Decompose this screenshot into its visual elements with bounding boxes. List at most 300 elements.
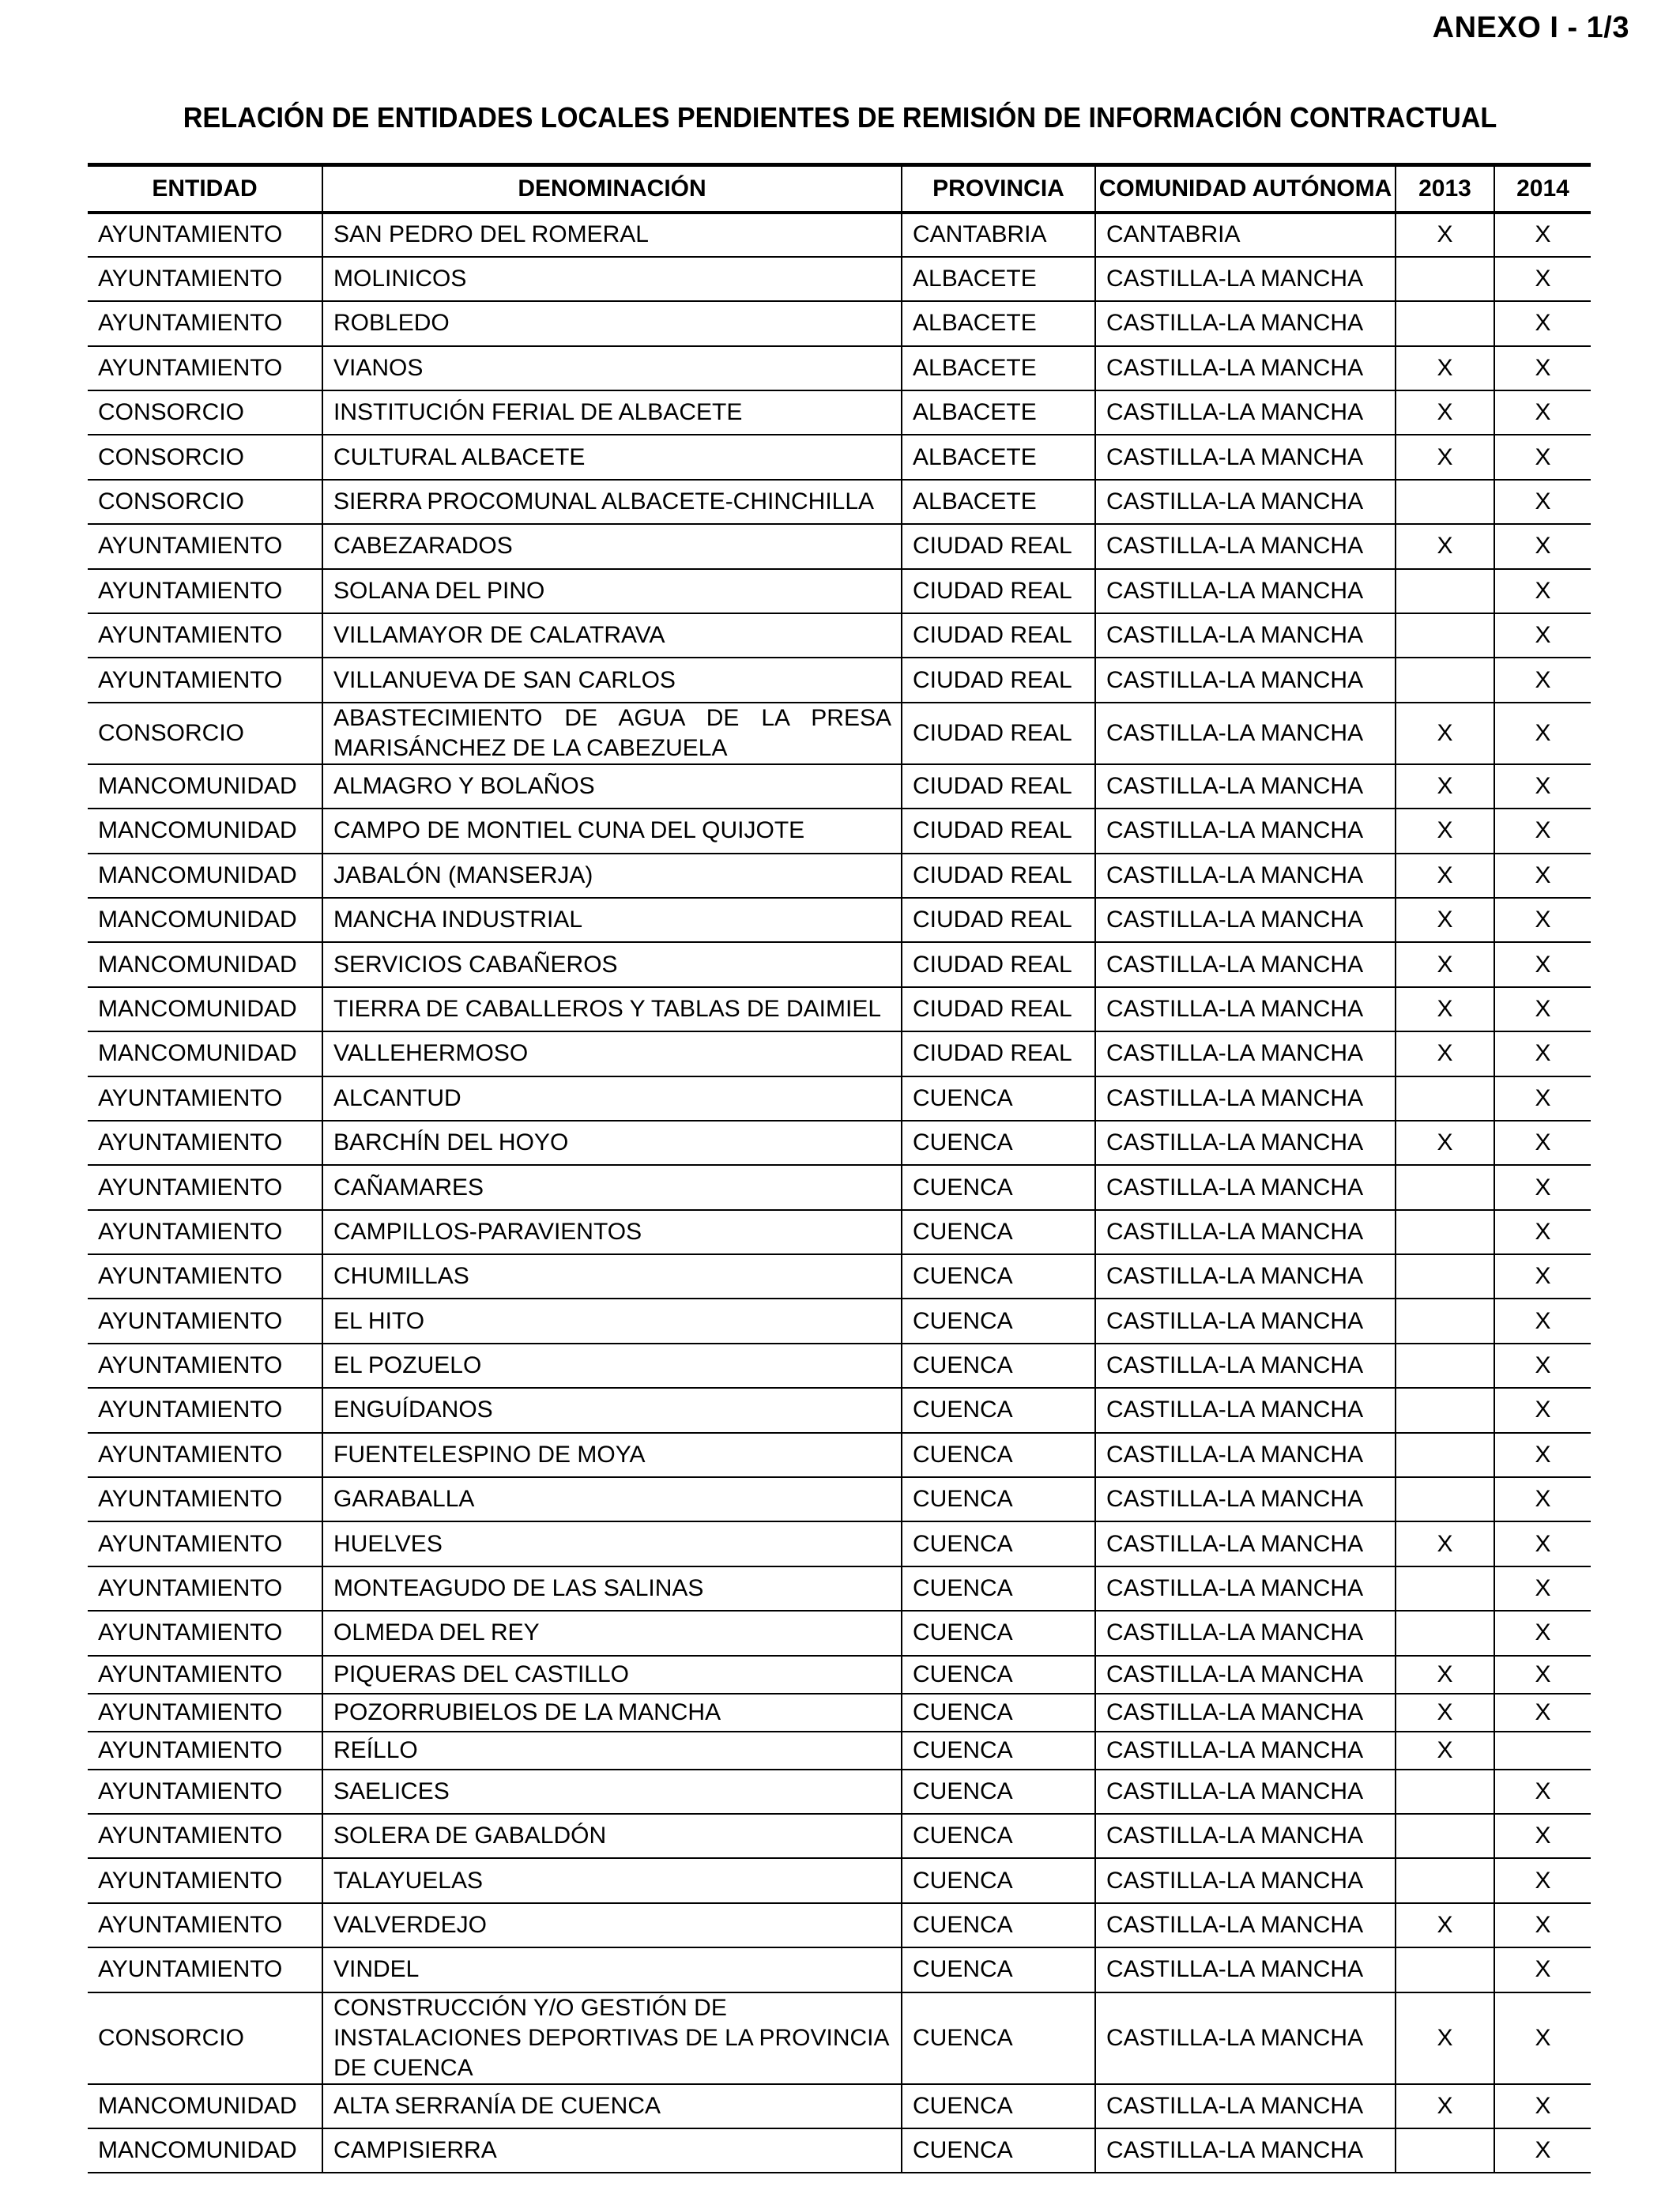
table-row [88,1992,1591,2084]
cell-provincia: CUENCA [902,1566,1095,1611]
table-row [88,1165,1591,1209]
cell-provincia: CUENCA [902,1947,1095,1992]
cell-2014: X [1494,1992,1591,2084]
table-row [88,1121,1591,1165]
cell-comunidad: CASTILLA-LA MANCHA [1095,1566,1396,1611]
cell-2014: X [1494,480,1591,524]
cell-provincia: CUENCA [902,1611,1095,1655]
cell-comunidad: CASTILLA-LA MANCHA [1095,1611,1396,1655]
cell-denominacion: PIQUERAS DEL CASTILLO [322,1656,902,1694]
cell-2014: X [1494,854,1591,898]
cell-comunidad: CASTILLA-LA MANCHA [1095,658,1396,702]
cell-2014: X [1494,1477,1591,1521]
cell-2013 [1396,480,1494,524]
cell-2013 [1396,1388,1494,1432]
column-header-entidad: ENTIDAD [88,165,322,213]
cell-comunidad: CASTILLA-LA MANCHA [1095,1477,1396,1521]
cell-denominacion: ROBLEDO [322,301,902,345]
table-row [88,1433,1591,1477]
table-row [88,987,1591,1031]
table-row [88,390,1591,435]
column-header-2013: 2013 [1396,165,1494,213]
cell-2013 [1396,1477,1494,1521]
table-row [88,1694,1591,1732]
cell-comunidad: CASTILLA-LA MANCHA [1095,1656,1396,1694]
cell-denominacion: SAELICES [322,1770,902,1814]
cell-entidad: AYUNTAMIENTO [88,1121,322,1165]
cell-entidad: MANCOMUNIDAD [88,2128,322,2173]
cell-provincia: ALBACETE [902,390,1095,435]
cell-denominacion: CABEZARADOS [322,524,902,568]
cell-denominacion: ALTA SERRANÍA DE CUENCA [322,2084,902,2128]
cell-comunidad: CASTILLA-LA MANCHA [1095,764,1396,809]
cell-denominacion: VALVERDEJO [322,1903,902,1947]
cell-denominacion: VILLANUEVA DE SAN CARLOS [322,658,902,702]
cell-2013 [1396,1165,1494,1209]
cell-entidad: AYUNTAMIENTO [88,1903,322,1947]
cell-comunidad: CASTILLA-LA MANCHA [1095,1031,1396,1076]
cell-provincia: CIUDAD REAL [902,987,1095,1031]
cell-denominacion: CAMPO DE MONTIEL CUNA DEL QUIJOTE [322,809,902,853]
cell-2014: X [1494,213,1591,257]
cell-denominacion: TIERRA DE CABALLEROS Y TABLAS DE DAIMIEL [322,987,902,1031]
cell-denominacion: CAÑAMARES [322,1165,902,1209]
cell-entidad: AYUNTAMIENTO [88,1814,322,1858]
cell-denominacion: HUELVES [322,1521,902,1566]
cell-entidad: AYUNTAMIENTO [88,1770,322,1814]
cell-2013 [1396,1433,1494,1477]
cell-denominacion: EL HITO [322,1299,902,1343]
cell-provincia: CUENCA [902,1656,1095,1694]
cell-comunidad: CASTILLA-LA MANCHA [1095,301,1396,345]
table-row [88,1770,1591,1814]
cell-denominacion: VINDEL [322,1947,902,1992]
table-row [88,2084,1591,2128]
table-body [88,213,1591,2173]
table-row [88,1814,1591,1858]
cell-2013: X [1396,1732,1494,1770]
cell-comunidad: CASTILLA-LA MANCHA [1095,1299,1396,1343]
cell-entidad: AYUNTAMIENTO [88,1433,322,1477]
cell-entidad: AYUNTAMIENTO [88,1344,322,1388]
cell-denominacion: SERVICIOS CABAÑEROS [322,942,902,986]
cell-comunidad: CASTILLA-LA MANCHA [1095,1770,1396,1814]
cell-entidad: CONSORCIO [88,703,322,764]
cell-2013: X [1396,2084,1494,2128]
cell-comunidad: CASTILLA-LA MANCHA [1095,942,1396,986]
cell-provincia: ALBACETE [902,257,1095,301]
cell-2014: X [1494,346,1591,390]
cell-denominacion: MOLINICOS [322,257,902,301]
cell-comunidad: CASTILLA-LA MANCHA [1095,2128,1396,2173]
cell-2014: X [1494,524,1591,568]
cell-2014: X [1494,1858,1591,1902]
cell-provincia: CIUDAD REAL [902,569,1095,613]
cell-2014: X [1494,1903,1591,1947]
cell-comunidad: CASTILLA-LA MANCHA [1095,613,1396,658]
table-row [88,613,1591,658]
cell-denominacion: JABALÓN (MANSERJA) [322,854,902,898]
table-row [88,854,1591,898]
entities-table [88,163,1591,2173]
cell-2013: X [1396,987,1494,1031]
cell-denominacion: ENGUÍDANOS [322,1388,902,1432]
cell-entidad: AYUNTAMIENTO [88,1477,322,1521]
cell-denominacion: GARABALLA [322,1477,902,1521]
cell-2014: X [1494,1210,1591,1254]
table-row [88,1344,1591,1388]
cell-provincia: CIUDAD REAL [902,703,1095,764]
cell-2013: X [1396,213,1494,257]
cell-provincia: CUENCA [902,1388,1095,1432]
cell-2013: X [1396,346,1494,390]
table-row [88,1076,1591,1121]
cell-denominacion: OLMEDA DEL REY [322,1611,902,1655]
cell-2014: X [1494,1076,1591,1121]
cell-provincia: CUENCA [902,1076,1095,1121]
table-row [88,1732,1591,1770]
table-row [88,301,1591,345]
cell-2014: X [1494,257,1591,301]
cell-comunidad: CASTILLA-LA MANCHA [1095,703,1396,764]
cell-entidad: AYUNTAMIENTO [88,1694,322,1732]
cell-denominacion: VILLAMAYOR DE CALATRAVA [322,613,902,658]
table-row [88,1521,1591,1566]
cell-2013: X [1396,1121,1494,1165]
table-row [88,213,1591,257]
cell-provincia: CIUDAD REAL [902,658,1095,702]
table-row [88,809,1591,853]
cell-2013 [1396,1254,1494,1299]
table-row [88,1299,1591,1343]
cell-provincia: CUENCA [902,1165,1095,1209]
cell-denominacion: BARCHÍN DEL HOYO [322,1121,902,1165]
column-header-2014: 2014 [1494,165,1591,213]
table-row [88,346,1591,390]
cell-comunidad: CASTILLA-LA MANCHA [1095,1947,1396,1992]
cell-provincia: CIUDAD REAL [902,764,1095,809]
cell-2013 [1396,1076,1494,1121]
cell-provincia: ALBACETE [902,346,1095,390]
cell-2013: X [1396,1656,1494,1694]
table-row [88,257,1591,301]
cell-comunidad: CASTILLA-LA MANCHA [1095,1210,1396,1254]
cell-entidad: AYUNTAMIENTO [88,1858,322,1902]
cell-entidad: CONSORCIO [88,390,322,435]
cell-entidad: MANCOMUNIDAD [88,764,322,809]
cell-comunidad: CASTILLA-LA MANCHA [1095,346,1396,390]
cell-entidad: MANCOMUNIDAD [88,854,322,898]
cell-denominacion: CULTURAL ALBACETE [322,435,902,479]
cell-2013 [1396,1344,1494,1388]
cell-denominacion: TALAYUELAS [322,1858,902,1902]
cell-provincia: CIUDAD REAL [902,1031,1095,1076]
cell-provincia: CUENCA [902,1433,1095,1477]
cell-denominacion: SOLANA DEL PINO [322,569,902,613]
cell-provincia: ALBACETE [902,480,1095,524]
cell-2014: X [1494,1254,1591,1299]
cell-denominacion: INSTITUCIÓN FERIAL DE ALBACETE [322,390,902,435]
cell-entidad: MANCOMUNIDAD [88,2084,322,2128]
cell-2013: X [1396,764,1494,809]
cell-entidad: AYUNTAMIENTO [88,524,322,568]
cell-provincia: CUENCA [902,1521,1095,1566]
cell-entidad: AYUNTAMIENTO [88,1611,322,1655]
cell-2014: X [1494,1656,1591,1694]
column-header-denominacion: DENOMINACIÓN [322,165,902,213]
cell-comunidad: CASTILLA-LA MANCHA [1095,854,1396,898]
cell-2013 [1396,569,1494,613]
cell-2014: X [1494,613,1591,658]
table-row [88,1611,1591,1655]
cell-2013 [1396,2128,1494,2173]
cell-2013 [1396,1210,1494,1254]
cell-2014: X [1494,1947,1591,1992]
table-row [88,1656,1591,1694]
cell-2014: X [1494,2128,1591,2173]
cell-provincia: CUENCA [902,1477,1095,1521]
cell-2014: X [1494,1694,1591,1732]
cell-2013 [1396,613,1494,658]
table-row [88,2128,1591,2173]
cell-denominacion: SIERRA PROCOMUNAL ALBACETE-CHINCHILLA [322,480,902,524]
cell-2013: X [1396,942,1494,986]
cell-comunidad: CASTILLA-LA MANCHA [1095,435,1396,479]
cell-comunidad: CASTILLA-LA MANCHA [1095,1814,1396,1858]
cell-provincia: CUENCA [902,2128,1095,2173]
cell-entidad: AYUNTAMIENTO [88,1656,322,1694]
cell-2014: X [1494,390,1591,435]
cell-entidad: AYUNTAMIENTO [88,1521,322,1566]
cell-2013: X [1396,435,1494,479]
cell-provincia: CUENCA [902,1121,1095,1165]
table-row [88,1477,1591,1521]
cell-2013: X [1396,703,1494,764]
cell-2013 [1396,257,1494,301]
cell-2014: X [1494,1388,1591,1432]
cell-2014 [1494,1732,1591,1770]
cell-2014: X [1494,658,1591,702]
cell-provincia: CIUDAD REAL [902,854,1095,898]
table-header-row [88,165,1591,213]
cell-2014: X [1494,1165,1591,1209]
cell-comunidad: CASTILLA-LA MANCHA [1095,1433,1396,1477]
cell-provincia: CUENCA [902,1299,1095,1343]
cell-2014: X [1494,1521,1591,1566]
cell-2014: X [1494,1566,1591,1611]
cell-2014: X [1494,1344,1591,1388]
cell-entidad: AYUNTAMIENTO [88,1076,322,1121]
cell-denominacion: ALCANTUD [322,1076,902,1121]
column-header-provincia: PROVINCIA [902,165,1095,213]
cell-entidad: AYUNTAMIENTO [88,1732,322,1770]
cell-entidad: MANCOMUNIDAD [88,1031,322,1076]
annex-label: ANEXO I - 1/3 [1432,11,1629,44]
cell-provincia: CUENCA [902,1858,1095,1902]
cell-entidad: AYUNTAMIENTO [88,346,322,390]
cell-denominacion: MONTEAGUDO DE LAS SALINAS [322,1566,902,1611]
table-row [88,1388,1591,1432]
cell-2013: X [1396,524,1494,568]
table-row [88,524,1591,568]
cell-entidad: AYUNTAMIENTO [88,569,322,613]
cell-2013: X [1396,390,1494,435]
cell-2014: X [1494,1433,1591,1477]
cell-2013 [1396,1566,1494,1611]
cell-2013 [1396,1947,1494,1992]
cell-2013 [1396,1858,1494,1902]
cell-comunidad: CASTILLA-LA MANCHA [1095,898,1396,942]
cell-2014: X [1494,435,1591,479]
cell-2013 [1396,1770,1494,1814]
cell-entidad: AYUNTAMIENTO [88,1566,322,1611]
cell-comunidad: CASTILLA-LA MANCHA [1095,1165,1396,1209]
document-title: RELACIÓN DE ENTIDADES LOCALES PENDIENTES DE REMISIÓN DE INFORMACIÓN CONTRACTUAL [183,101,1497,134]
cell-provincia: CUENCA [902,1770,1095,1814]
cell-denominacion: CONSTRUCCIÓN Y/O GESTIÓN DE INSTALACIONES DEPORTIVAS DE LA PROVINCIA DE CUENCA [322,1992,902,2084]
cell-comunidad: CASTILLA-LA MANCHA [1095,524,1396,568]
cell-denominacion: SAN PEDRO DEL ROMERAL [322,213,902,257]
cell-entidad: AYUNTAMIENTO [88,1299,322,1343]
table-row [88,1210,1591,1254]
cell-2014: X [1494,1611,1591,1655]
cell-2014: X [1494,809,1591,853]
cell-provincia: CIUDAD REAL [902,524,1095,568]
cell-comunidad: CASTILLA-LA MANCHA [1095,1521,1396,1566]
cell-provincia: ALBACETE [902,435,1095,479]
cell-2014: X [1494,987,1591,1031]
table-row [88,1858,1591,1902]
cell-denominacion: EL POZUELO [322,1344,902,1388]
cell-provincia: CIUDAD REAL [902,613,1095,658]
cell-provincia: CUENCA [902,1903,1095,1947]
cell-comunidad: CASTILLA-LA MANCHA [1095,1903,1396,1947]
cell-comunidad: CASTILLA-LA MANCHA [1095,480,1396,524]
cell-entidad: AYUNTAMIENTO [88,1165,322,1209]
cell-2013 [1396,1814,1494,1858]
cell-denominacion: VIANOS [322,346,902,390]
cell-2013 [1396,658,1494,702]
cell-entidad: AYUNTAMIENTO [88,213,322,257]
cell-denominacion: FUENTELESPINO DE MOYA [322,1433,902,1477]
cell-2014: X [1494,942,1591,986]
table-row [88,1903,1591,1947]
cell-entidad: MANCOMUNIDAD [88,809,322,853]
cell-2014: X [1494,569,1591,613]
cell-2014: X [1494,1814,1591,1858]
table-row [88,764,1591,809]
table-row [88,1947,1591,1992]
cell-comunidad: CASTILLA-LA MANCHA [1095,1858,1396,1902]
cell-comunidad: CASTILLA-LA MANCHA [1095,987,1396,1031]
cell-denominacion: ABASTECIMIENTO DE AGUA DE LA PRESA MARISÁNCHEZ DE LA CABEZUELA [322,703,902,764]
table-row [88,480,1591,524]
cell-2013 [1396,1611,1494,1655]
table-row [88,942,1591,986]
cell-provincia: CUENCA [902,1814,1095,1858]
cell-comunidad: CASTILLA-LA MANCHA [1095,1694,1396,1732]
table-row [88,435,1591,479]
cell-2013: X [1396,1031,1494,1076]
cell-entidad: AYUNTAMIENTO [88,613,322,658]
cell-2013: X [1396,854,1494,898]
cell-denominacion: SOLERA DE GABALDÓN [322,1814,902,1858]
cell-entidad: AYUNTAMIENTO [88,1388,322,1432]
cell-comunidad: CASTILLA-LA MANCHA [1095,390,1396,435]
cell-denominacion: POZORRUBIELOS DE LA MANCHA [322,1694,902,1732]
cell-provincia: CUENCA [902,1210,1095,1254]
table-row [88,703,1591,764]
cell-2013 [1396,301,1494,345]
cell-denominacion: ALMAGRO Y BOLAÑOS [322,764,902,809]
cell-entidad: CONSORCIO [88,1992,322,2084]
cell-2014: X [1494,764,1591,809]
cell-comunidad: CASTILLA-LA MANCHA [1095,569,1396,613]
cell-denominacion: MANCHA INDUSTRIAL [322,898,902,942]
cell-comunidad: CASTILLA-LA MANCHA [1095,2084,1396,2128]
cell-comunidad: CASTILLA-LA MANCHA [1095,1992,1396,2084]
cell-comunidad: CASTILLA-LA MANCHA [1095,1076,1396,1121]
cell-denominacion: CAMPISIERRA [322,2128,902,2173]
cell-provincia: CANTABRIA [902,213,1095,257]
cell-2014: X [1494,703,1591,764]
cell-2014: X [1494,1031,1591,1076]
cell-comunidad: CASTILLA-LA MANCHA [1095,1344,1396,1388]
cell-entidad: AYUNTAMIENTO [88,1254,322,1299]
cell-entidad: AYUNTAMIENTO [88,301,322,345]
cell-2014: X [1494,2084,1591,2128]
cell-comunidad: CASTILLA-LA MANCHA [1095,1388,1396,1432]
cell-2013: X [1396,1694,1494,1732]
table-row [88,1254,1591,1299]
cell-2014: X [1494,301,1591,345]
cell-provincia: CIUDAD REAL [902,809,1095,853]
cell-comunidad: CASTILLA-LA MANCHA [1095,809,1396,853]
table-row [88,1566,1591,1611]
cell-2013: X [1396,1521,1494,1566]
cell-entidad: MANCOMUNIDAD [88,942,322,986]
cell-denominacion: VALLEHERMOSO [322,1031,902,1076]
table-row [88,898,1591,942]
cell-denominacion: REÍLLO [322,1732,902,1770]
cell-provincia: CUENCA [902,1254,1095,1299]
cell-2014: X [1494,898,1591,942]
cell-provincia: CUENCA [902,2084,1095,2128]
cell-2014: X [1494,1299,1591,1343]
table-row [88,569,1591,613]
column-header-comunidad: COMUNIDAD AUTÓNOMA [1095,165,1396,213]
cell-provincia: ALBACETE [902,301,1095,345]
cell-entidad: MANCOMUNIDAD [88,898,322,942]
cell-2013: X [1396,898,1494,942]
cell-provincia: CUENCA [902,1992,1095,2084]
cell-entidad: CONSORCIO [88,435,322,479]
cell-provincia: CUENCA [902,1732,1095,1770]
cell-2013 [1396,1299,1494,1343]
cell-provincia: CIUDAD REAL [902,898,1095,942]
cell-entidad: MANCOMUNIDAD [88,987,322,1031]
cell-provincia: CIUDAD REAL [902,942,1095,986]
table-row [88,1031,1591,1076]
cell-denominacion: CHUMILLAS [322,1254,902,1299]
cell-comunidad: CANTABRIA [1095,213,1396,257]
cell-entidad: CONSORCIO [88,480,322,524]
cell-denominacion: CAMPILLOS-PARAVIENTOS [322,1210,902,1254]
cell-2013: X [1396,1903,1494,1947]
cell-entidad: AYUNTAMIENTO [88,1947,322,1992]
cell-entidad: AYUNTAMIENTO [88,658,322,702]
cell-2013: X [1396,809,1494,853]
